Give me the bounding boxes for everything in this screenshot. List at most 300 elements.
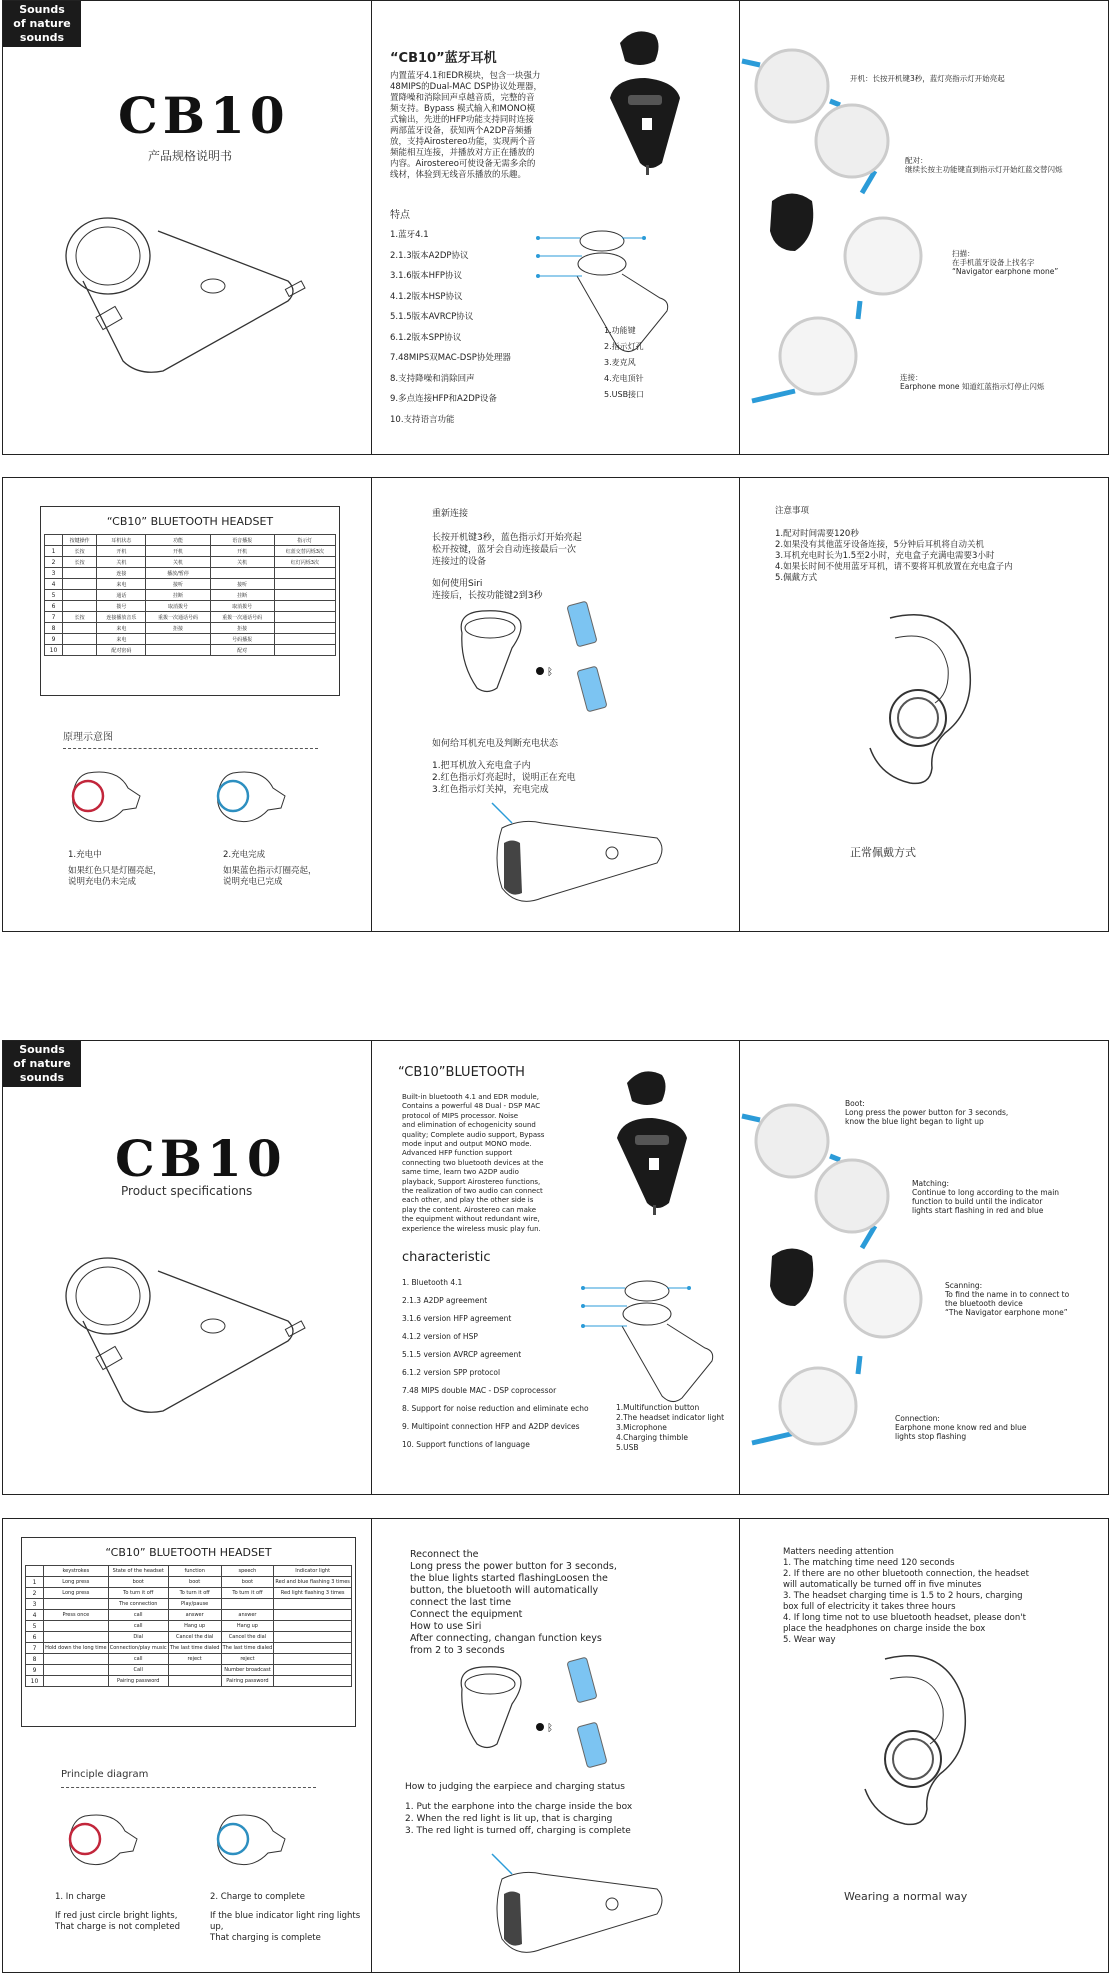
table-cell: 拒接 <box>146 623 210 634</box>
reconnect-line: 连接过的设备 <box>432 557 487 567</box>
step-line: Boot: <box>845 1099 865 1108</box>
table-row-number: 6 <box>45 601 63 612</box>
reconnect-line: 松开按键，蓝牙会自动连接最后一次 <box>432 545 577 555</box>
step-line: lights start flashing in red and blue <box>912 1206 1044 1215</box>
table-row <box>26 1610 352 1621</box>
part-item: 1.Multifunction button <box>616 1403 700 1412</box>
badge-line: Sounds <box>19 1043 65 1056</box>
step-match <box>912 1179 1059 1215</box>
en-cover-panel <box>2 1040 372 1495</box>
table-cell <box>146 634 210 645</box>
brand-badge <box>3 1041 81 1087</box>
note-line: 3.耳机充电时长为1.5至2小时，充电盒子充满电需要3小时 <box>775 551 995 561</box>
table-cell <box>63 623 97 634</box>
table-cell <box>44 1676 109 1687</box>
step-line: Continue to long according to the main <box>912 1188 1060 1197</box>
earbud-blue-icon <box>213 768 288 828</box>
table-row-number: 3 <box>26 1599 44 1610</box>
table-title: “CB10” BLUETOOTH HEADSET <box>105 1546 272 1559</box>
table-cell: 开机 <box>146 546 210 557</box>
table-cell: 重拨一次通话号码 <box>210 612 274 623</box>
table-row-number: 1 <box>45 546 63 557</box>
table-row-number <box>45 535 63 546</box>
siri-line: 如何使用Siri <box>432 579 483 589</box>
table-cell: 接听 <box>146 579 210 590</box>
table-row-number: 9 <box>26 1665 44 1676</box>
siri-text <box>432 578 542 602</box>
table-row-number: 9 <box>45 634 63 645</box>
svg-text:ᛒ: ᛒ <box>547 1723 553 1734</box>
earbud-charger-icon <box>600 23 690 183</box>
table-cell: The last time dialed <box>221 1643 274 1654</box>
table-cell <box>274 645 335 656</box>
table-cell: 红灯闪烁3次 <box>274 557 335 568</box>
table-cell: To turn it off <box>221 1588 274 1599</box>
table-cell: 接听 <box>210 579 274 590</box>
charged-line: That charging is complete <box>210 1933 321 1943</box>
siri-line: After connecting, changan function keys <box>410 1633 602 1644</box>
table-row <box>45 568 336 579</box>
table-cell: Call <box>108 1665 168 1676</box>
table-row <box>45 579 336 590</box>
intro-line: 频支持。Bypass 模式输入和MONO模 <box>390 104 536 114</box>
note-line: box full of electricity it takes three hours <box>783 1602 956 1612</box>
table-cell: boot <box>108 1577 168 1588</box>
siri-line: from 2 to 3 seconds <box>410 1645 505 1656</box>
table-cell <box>274 634 335 645</box>
features-list <box>390 225 511 430</box>
car-charger-icon <box>482 1849 672 1969</box>
reconnect-text <box>410 1549 617 1621</box>
table-cell: 开机 <box>97 546 146 557</box>
table-cell <box>44 1599 109 1610</box>
earbud-charger-icon <box>607 1063 697 1223</box>
table-cell <box>274 1632 352 1643</box>
table-cell <box>210 568 274 579</box>
table-cell <box>168 1676 221 1687</box>
charge-status-line: 2. When the red light is lit up, that is charging <box>405 1814 613 1824</box>
badge-line: of nature <box>13 17 71 30</box>
table-row <box>26 1588 352 1599</box>
feature-item: 4.1.2版本HSP协议 <box>390 291 463 302</box>
intro-line: 频能相互连接，并播放对方正在播放的 <box>390 148 535 158</box>
reconnect-line: connect the last time <box>410 1597 512 1608</box>
note-line: 5. Wear way <box>783 1635 836 1645</box>
table-row <box>26 1643 352 1654</box>
spec-table-box <box>21 1537 356 1727</box>
table-cell <box>274 601 335 612</box>
spec-table <box>25 1565 352 1687</box>
ear-icon <box>845 1649 975 1829</box>
step-match <box>905 156 1063 174</box>
table-title: “CB10” BLUETOOTH HEADSET <box>106 515 274 528</box>
reconnect-line: 长按开机键3秒，蓝色指示灯开始亮起 <box>432 533 582 543</box>
table-cell <box>274 1665 352 1676</box>
note-line: 5.佩戴方式 <box>775 573 818 583</box>
part-item: 3.Microphone <box>616 1423 667 1432</box>
feature-item: 9. Multipoint connection HFP and A2DP devices <box>402 1422 580 1431</box>
table-cell: 配对 <box>210 645 274 656</box>
reconnect-line: the blue lights started flashingLoosen the <box>410 1573 608 1584</box>
part-item: 5.USB <box>616 1443 639 1452</box>
note-line: 4. If long time not to use bluetooth headset, please don't <box>783 1613 1026 1623</box>
step-connect <box>900 373 1044 391</box>
table-cell <box>63 645 97 656</box>
table-cell <box>44 1632 109 1643</box>
note-line: 2.如果没有其他蓝牙设备连接，5分钟后耳机将自动关机 <box>775 540 985 550</box>
table-cell: Connection/play music <box>108 1643 168 1654</box>
feature-item: 5.1.5 version AVRCP agreement <box>402 1350 522 1359</box>
spec-table <box>44 534 336 656</box>
car-charger-icon <box>63 211 313 381</box>
step-boot <box>845 1099 1008 1126</box>
feature-item: 3.1.6版本HFP协议 <box>390 271 463 281</box>
intro-line: 放，支持Airostereo功能，实现两个音 <box>390 137 536 147</box>
table-cell: Pairing password <box>108 1676 168 1687</box>
intro-line: same time, learn two A2DP audio <box>402 1168 519 1177</box>
principle-title: 原理示意图 <box>63 732 113 743</box>
table-cell <box>274 1599 352 1610</box>
step-line: 开机：长按开机键3秒，蓝灯亮指示灯开始亮起 <box>850 74 1005 83</box>
table-row <box>26 1566 352 1577</box>
logo: CB10 <box>115 1129 287 1188</box>
table-cell: Hang up <box>168 1621 221 1632</box>
features-list <box>402 1273 589 1453</box>
charged-line: If the blue indicator light ring lights up, <box>210 1911 361 1932</box>
table-cell: 来电 <box>97 579 146 590</box>
step-line: function to build until the indicator <box>912 1197 1043 1206</box>
charge-status-line: 3. The red light is turned off, charging is complete <box>405 1826 631 1836</box>
table-row <box>45 535 336 546</box>
table-row <box>45 557 336 568</box>
table-row <box>45 612 336 623</box>
intro-line: Contains a powerful 48 Dual - DSP MAC <box>402 1102 541 1111</box>
table-cell: Hold down the long time <box>44 1643 109 1654</box>
note-line: 2. If there are no other bluetooth connection, the headset <box>783 1569 1029 1579</box>
step-scan <box>952 249 1058 276</box>
table-row-number <box>26 1566 44 1577</box>
table-cell: The last time dialed <box>168 1643 221 1654</box>
intro-text <box>390 71 590 181</box>
charging-line: That charge is not completed <box>55 1922 180 1932</box>
charged-text <box>223 866 317 888</box>
step-line: Scanning: <box>945 1281 983 1290</box>
step-line: “The Navigator earphone mone” <box>945 1308 1068 1317</box>
table-cell: 关机 <box>97 557 146 568</box>
en-steps-panel <box>739 1040 1109 1495</box>
intro-line: playback, Support Airostereo functions, <box>402 1177 541 1186</box>
intro-line: connecting two bluetooth devices at the <box>402 1158 544 1167</box>
table-cell: 按键操作 <box>63 535 97 546</box>
note-line: 注意事项 <box>775 506 810 516</box>
step-line: the bluetooth device <box>945 1299 1023 1308</box>
part-item: 4.Charging thimble <box>616 1433 688 1442</box>
intro-line: the realization of two audio can connect <box>402 1187 543 1196</box>
intro-line: each other, and play the other side is <box>402 1196 534 1205</box>
part-item: 5.USB接口 <box>604 390 645 399</box>
badge-line: sounds <box>19 31 65 44</box>
table-row <box>26 1665 352 1676</box>
table-cell <box>274 1621 352 1632</box>
table-cell <box>274 590 335 601</box>
reconnect-line: Long press the power button for 3 seconds, <box>410 1561 617 1572</box>
table-cell: Pairing password <box>221 1676 274 1687</box>
table-cell: Dial <box>108 1632 168 1643</box>
siri-line: 连接后，长按功能键2到3秒 <box>432 591 543 601</box>
charge-status-line: 如何给耳机充电及判断充电状态 <box>432 739 559 749</box>
charge-status-line: How to judging the earpiece and charging status <box>405 1782 625 1792</box>
features-title: characteristic <box>402 1250 491 1265</box>
table-cell <box>274 568 335 579</box>
table-cell <box>274 1610 352 1621</box>
note-line: 4.如果长时间不使用蓝牙耳机，请不要将耳机放置在充电盒子内 <box>775 562 1013 572</box>
charge-status-line: 2.红色指示灯亮起时，说明正在充电 <box>432 773 576 783</box>
intro-line: 式输出，先进的HFP功能支持同时连接 <box>390 115 534 125</box>
table-cell <box>274 1643 352 1654</box>
table-cell: call <box>108 1621 168 1632</box>
table-cell: keystrokes <box>44 1566 109 1577</box>
feature-item: 7.48 MIPS double MAC - DSP coprocessor <box>402 1386 557 1395</box>
table-cell: 关机 <box>146 557 210 568</box>
step-line: Earphone mone 知道红蓝指示灯停止闪烁 <box>900 382 1045 391</box>
charged-label: 2. Charge to complete <box>210 1892 305 1902</box>
table-cell: function <box>168 1566 221 1577</box>
table-row-number: 4 <box>45 579 63 590</box>
table-cell <box>63 579 97 590</box>
table-cell: 来电 <box>97 634 146 645</box>
charge-status-text <box>432 738 576 796</box>
table-row <box>26 1599 352 1610</box>
step-line: Connection: <box>895 1414 940 1423</box>
intro-line: 两部蓝牙设备，获知两个A2DP音频播 <box>390 126 532 136</box>
intro-line: 48MIPS的Dual-MAC DSP协议处理器， <box>390 82 542 92</box>
reconnect-line: Connect the equipment <box>410 1609 523 1620</box>
table-cell: 来电 <box>97 623 146 634</box>
table-cell: reject <box>168 1654 221 1665</box>
step-line: 在手机蓝牙设备上找名字 <box>952 258 1035 267</box>
table-cell: Play/pause <box>168 1599 221 1610</box>
table-cell: To turn it off <box>108 1588 168 1599</box>
intro-title: “CB10”BLUETOOTH <box>398 1065 525 1080</box>
earbud-pair-icon <box>442 1659 632 1769</box>
table-cell: State of the headset <box>108 1566 168 1577</box>
badge-line: sounds <box>19 1071 65 1084</box>
intro-line: play the content. Airostereo can make <box>402 1205 537 1214</box>
charging-line: If red just circle bright lights, <box>55 1911 178 1921</box>
table-cell <box>63 590 97 601</box>
table-cell: speech <box>221 1566 274 1577</box>
table-cell: To turn it off <box>168 1588 221 1599</box>
feature-item: 10.支持语言功能 <box>390 414 455 425</box>
table-cell: boot <box>221 1577 274 1588</box>
logo: CB10 <box>118 86 290 145</box>
table-cell: 开机 <box>210 546 274 557</box>
divider <box>63 748 318 749</box>
divider <box>61 1787 316 1788</box>
table-cell: 取消拨号 <box>146 601 210 612</box>
car-charger-icon <box>482 798 672 918</box>
table-cell: 挂断 <box>146 590 210 601</box>
step-line: Earphone mone know red and blue <box>895 1423 1027 1432</box>
table-cell: Cancel the dial <box>221 1632 274 1643</box>
feature-item: 5.1.5版本AVRCP协议 <box>390 312 474 322</box>
table-cell: reject <box>221 1654 274 1665</box>
principle-title: Principle diagram <box>61 1769 149 1780</box>
note-line: will automatically be turned off in five minutes <box>783 1580 982 1590</box>
table-row <box>45 634 336 645</box>
step-line: 配对： <box>905 156 928 165</box>
car-charger-icon <box>63 1251 313 1421</box>
table-cell: The connection <box>108 1599 168 1610</box>
table-cell <box>221 1599 274 1610</box>
table-cell: 连接播放音乐 <box>97 612 146 623</box>
step-line: know the blue light began to light up <box>845 1117 984 1126</box>
table-row-number: 7 <box>45 612 63 623</box>
table-cell: boot <box>168 1577 221 1588</box>
en-intro-panel <box>371 1040 740 1495</box>
en-reconnect-panel <box>371 1518 740 1973</box>
table-row-number: 3 <box>45 568 63 579</box>
table-cell <box>63 634 97 645</box>
table-row-number: 2 <box>26 1588 44 1599</box>
cover-subtitle: Product specifications <box>121 1184 253 1198</box>
table-cell <box>274 1676 352 1687</box>
cn-reconnect-panel <box>371 477 740 932</box>
intro-line: protocol of MIPS processor. Noise <box>402 1111 519 1120</box>
charging-line: 说明充电仍未完成 <box>68 877 137 887</box>
part-item: 2.The headset indicator light <box>616 1413 725 1422</box>
table-row-number: 5 <box>26 1621 44 1632</box>
intro-line: and elimination of echogenicity sound <box>402 1121 536 1130</box>
part-item: 1.功能键 <box>604 326 636 335</box>
table-cell: 配对密码 <box>97 645 146 656</box>
table-cell <box>274 1654 352 1665</box>
feature-item: 6.1.2 version SPP protocol <box>402 1368 501 1377</box>
table-row <box>26 1577 352 1588</box>
cn-notes-panel <box>739 477 1109 932</box>
note-line: 1.配对时间需要120秒 <box>775 529 859 539</box>
note-line: 3. The headset charging time is 1.5 to 2 hours, charging <box>783 1591 1023 1601</box>
reconnect-line: Reconnect the <box>410 1549 479 1560</box>
table-cell: 取消拨号 <box>210 601 274 612</box>
en-notes-panel <box>739 1518 1109 1973</box>
table-cell: 号码播报 <box>210 634 274 645</box>
ear-icon <box>850 608 980 788</box>
step-line: Matching: <box>912 1179 950 1188</box>
charged-label: 2.充电完成 <box>223 850 266 860</box>
intro-line: 线材，体验到无线音乐播放的乐趣。 <box>390 170 527 180</box>
cn-cover-panel <box>2 0 372 455</box>
table-cell: 挂断 <box>210 590 274 601</box>
parts-list <box>604 323 644 403</box>
table-cell <box>274 623 335 634</box>
en-table-panel <box>2 1518 372 1973</box>
wear-label: 正常佩戴方式 <box>850 846 916 859</box>
step-line: “Navigator earphone mone” <box>952 267 1059 276</box>
table-cell: Cancel the dial <box>168 1632 221 1643</box>
table-cell: answer <box>168 1610 221 1621</box>
charged-line: 如果蓝色指示灯圈亮起， <box>223 866 317 876</box>
table-row <box>26 1676 352 1687</box>
charge-status-line: 3.红色指示灯关掉，充电完成 <box>432 785 549 795</box>
table-cell: 重拨一次通话号码 <box>146 612 210 623</box>
parts-list <box>616 1403 724 1453</box>
table-cell: 拒接 <box>210 623 274 634</box>
intro-line: experience the wireless music play fun. <box>402 1224 541 1233</box>
svg-text:ᛒ: ᛒ <box>547 667 553 678</box>
badge-line: Sounds <box>19 3 65 16</box>
table-cell: Long press <box>44 1588 109 1599</box>
table-cell: 长按 <box>63 546 97 557</box>
table-cell: Red and blue flashing 3 times <box>274 1577 352 1588</box>
table-row-number: 4 <box>26 1610 44 1621</box>
feature-item: 1.蓝牙4.1 <box>390 230 429 240</box>
table-cell <box>274 579 335 590</box>
table-cell <box>168 1665 221 1676</box>
siri-text <box>410 1621 602 1657</box>
table-row-number: 7 <box>26 1643 44 1654</box>
intro-line: 置降噪和消除回声卓越音质，完整的音 <box>390 93 535 103</box>
cn-intro-panel <box>371 0 740 455</box>
table-cell: Indicator light <box>274 1566 352 1577</box>
feature-item: 8. Support for noise reduction and eliminate echo <box>402 1404 589 1413</box>
table-cell: Hang up <box>221 1621 274 1632</box>
step-line: 连接： <box>900 373 923 382</box>
table-cell: Long press <box>44 1577 109 1588</box>
note-line: Matters needing attention <box>783 1547 894 1557</box>
feature-item: 8.支持降噪和消除回声 <box>390 373 475 384</box>
part-item: 4.充电顶针 <box>604 374 644 383</box>
step-line: lights stop flashing <box>895 1432 967 1441</box>
table-cell <box>274 612 335 623</box>
table-cell <box>146 645 210 656</box>
reconnect-line: button, the bluetooth will automatically <box>410 1585 599 1596</box>
table-cell <box>44 1654 109 1665</box>
charging-label: 1. In charge <box>55 1892 106 1902</box>
table-cell <box>44 1665 109 1676</box>
cn-steps-panel <box>739 0 1109 455</box>
table-cell: 红蓝交替闪烁3次 <box>274 546 335 557</box>
intro-line: 内置蓝牙4.1和EDR模块，包含一块强力 <box>390 71 541 81</box>
table-cell: Red light flashing 3 times <box>274 1588 352 1599</box>
table-cell: 语音播报 <box>210 535 274 546</box>
table-cell <box>63 568 97 579</box>
charging-line: 如果红色只是灯圈亮起， <box>68 866 162 876</box>
brand-badge <box>3 1 81 47</box>
table-cell: call <box>108 1610 168 1621</box>
table-row <box>45 601 336 612</box>
table-cell: 功能 <box>146 535 210 546</box>
charge-status-line: 1.把耳机放入充电盒子内 <box>432 761 531 771</box>
charging-label: 1.充电中 <box>68 850 102 860</box>
table-row <box>26 1621 352 1632</box>
feature-item: 4.1.2 version of HSP <box>402 1332 478 1341</box>
intro-line: Advanced HFP function support <box>402 1149 513 1158</box>
cover-subtitle: 产品规格说明书 <box>148 149 233 163</box>
table-row <box>45 623 336 634</box>
wear-label: Wearing a normal way <box>844 1890 968 1903</box>
part-item: 3.麦克风 <box>604 358 636 367</box>
intro-title: “CB10”蓝牙耳机 <box>390 51 497 66</box>
table-cell: 播放/暂停 <box>146 568 210 579</box>
table-cell: 关机 <box>210 557 274 568</box>
table-row-number: 5 <box>45 590 63 601</box>
table-row <box>26 1632 352 1643</box>
note-line: 1. The matching time need 120 seconds <box>783 1558 955 1568</box>
intro-line: the equipment without redundant wire, <box>402 1215 540 1224</box>
charging-text <box>55 1911 180 1933</box>
parts-diagram-icon <box>587 1276 727 1406</box>
